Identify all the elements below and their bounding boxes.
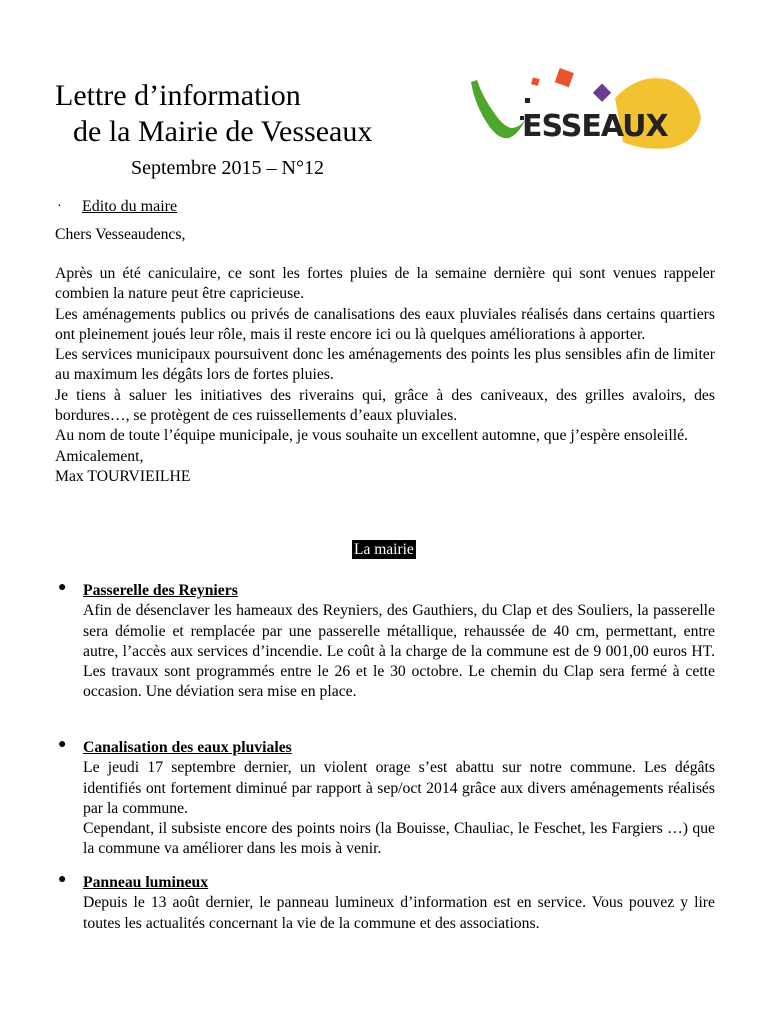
page-title-line1: Lettre d’information (55, 79, 301, 112)
logo-orange-square (555, 68, 574, 87)
news-item-paragraph: Le jeudi 17 septembre dernier, un violent orage s’est abattu sur notre commune. Les dégâts identifiés ont fortement diminué par rapport à sep/oct 2014 grâce aux divers aménagements réalisés par la commune. (83, 759, 715, 817)
bullet-icon: ● (58, 872, 67, 887)
edito-letter (55, 264, 715, 487)
page-title-line2: de la Mairie de Vesseaux (73, 115, 373, 148)
edito-signature: Max TOURVIEILHE (55, 467, 191, 485)
news-item-panneau (83, 873, 715, 934)
news-item-canalisation (83, 738, 715, 860)
news-item-paragraph: Afin de désenclaver les hameaux des Reyniers, des Gauthiers, du Clap et des Souliers, la passerelle sera démolie et remplacée par une passerelle métallique, rehaussée de 40 cm, permettant, entre autre, l’accès aux services d’incendie. Le coût à la charge de la commune est de 9 001,00 euros HT. Les travaux sont programmés entre le 26 et le 30 octobre. Le chemin du Clap sera fermé à cette occasion. Une déviation sera mise en place. (83, 602, 715, 701)
edito-heading: Edito du maire (82, 198, 178, 215)
news-item-paragraph: Cependant, il subsiste encore des points noirs (la Bouisse, Chauliac, le Feschet, les Fargiers …) que la commune va améliorer dans les mois à venir. (83, 820, 715, 858)
news-item-heading: Panneau lumineux (83, 874, 209, 891)
edito-paragraph: Les aménagements publics ou privés de canalisations des eaux pluviales réalisés dans certains quartiers ont pleinement joués leur rôle, mais il reste encore ici ou là quelques améliorations à apporter. (55, 305, 715, 343)
logo-purple-square (593, 84, 611, 102)
news-item-heading: Passerelle des Reyniers (83, 582, 238, 599)
edito-signoff: Amicalement, (55, 447, 144, 465)
edito-paragraph: Au nom de toute l’équipe municipale, je vous souhaite un excellent automne, que j’espère ensoleillé. (55, 427, 688, 445)
edito-marker: · (57, 199, 62, 214)
logo-green-v (471, 80, 525, 138)
bullet-icon: ● (58, 580, 67, 595)
bullet-icon: ● (58, 737, 67, 752)
vesseaux-logo (465, 58, 710, 158)
edito-paragraph: Je tiens à saluer les initiatives des riverains qui, grâce à des caniveaux, des grilles avaloirs, des bordures…, se protègent de ces ruissellements d’eaux pluviales. (55, 386, 715, 425)
news-item-heading: Canalisation des eaux pluviales (83, 739, 292, 756)
logo-small-dark-square (525, 98, 530, 103)
edito-paragraph: Les services municipaux poursuivent donc les aménagements des points les plus sensibles afin de limiter au maximum les dégâts lors de fortes pluies. (55, 346, 715, 384)
logo-text: ESSEAUX (522, 109, 668, 144)
issue-subtitle: Septembre 2015 – N°12 (131, 157, 324, 179)
logo-red-square (531, 77, 540, 86)
news-item-paragraph: Depuis le 13 août dernier, le panneau lumineux d’information est en service. Vous pouvez y lire toutes les actualités concernant la vie de la commune et des associations. (83, 894, 715, 932)
edito-greeting: Chers Vesseaudencs, (55, 226, 186, 243)
news-item-passerelle (83, 581, 715, 703)
section-title: La mairie (354, 541, 414, 558)
edito-paragraph: Après un été caniculaire, ce sont les fortes pluies de la semaine dernière qui sont venues rappeler combien la nature peut être capricieuse. (55, 265, 715, 303)
